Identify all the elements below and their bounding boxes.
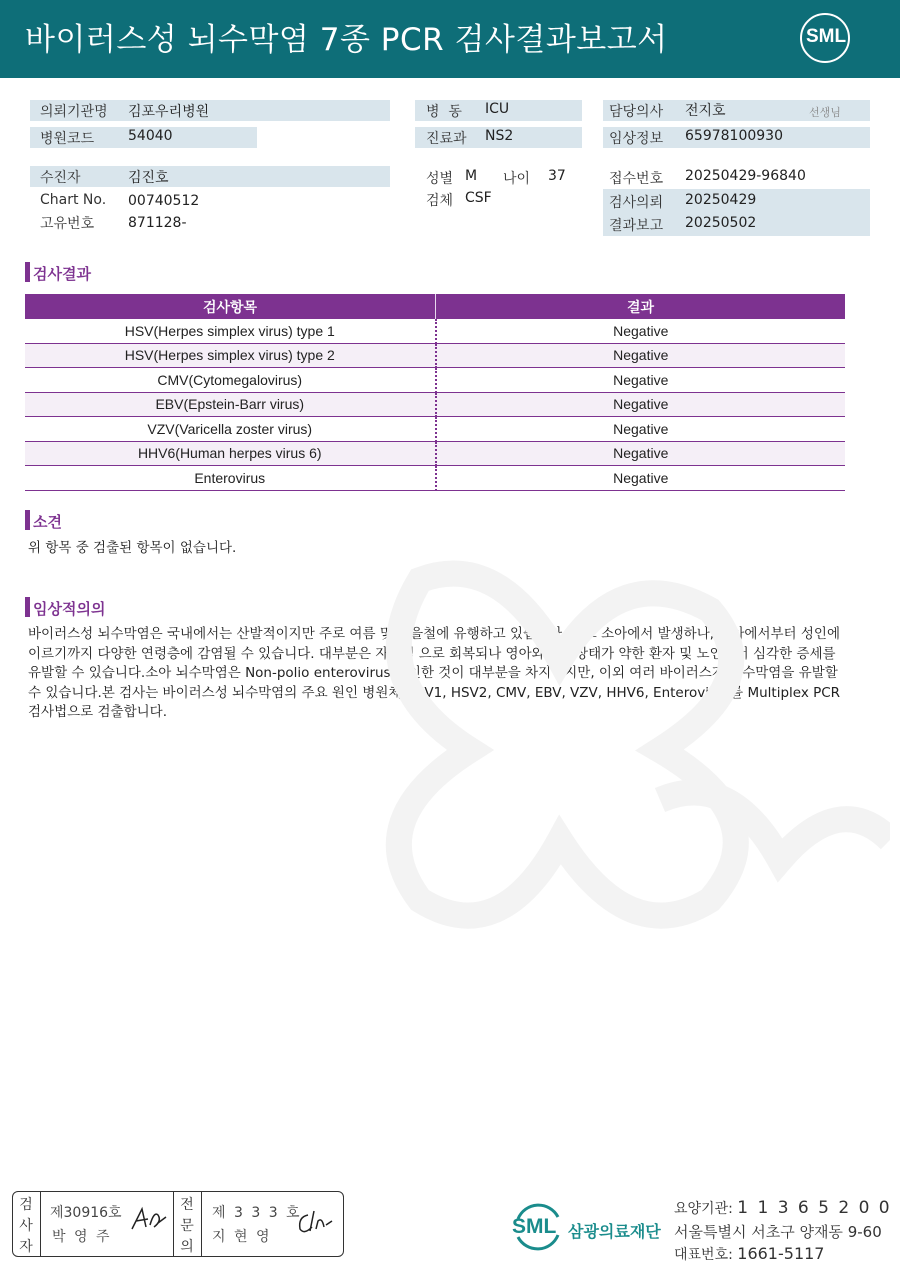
- test-item: Enterovirus: [25, 466, 436, 491]
- report-date-value: 20250502: [685, 215, 757, 231]
- results-section-bar: [25, 262, 30, 282]
- table-row: [25, 392, 845, 417]
- signature-divider: [40, 1192, 41, 1256]
- table-row: [25, 441, 845, 466]
- chart-label: Chart No.: [40, 192, 107, 208]
- table-row: [25, 466, 845, 491]
- clinical-value: 65978100930: [685, 128, 783, 144]
- request-label: 검사의뢰: [609, 195, 664, 211]
- significance-line: 검사법으로 검출합니다.: [28, 704, 167, 720]
- significance-section-bar: [25, 597, 30, 617]
- doctor-suffix: 선생님: [809, 106, 841, 119]
- specimen-value: CSF: [465, 190, 492, 206]
- org-name: 삼광의료재단: [568, 1222, 661, 1241]
- test-result: Negative: [436, 441, 846, 466]
- significance-line: 유발할 수 있습니다.소아 뇌수막염은 Non-polio enterovirus로 인한 것이 대부분을 차지하지만, 이외 여러 바이러스가 뇌수막염을 유발할: [28, 665, 838, 681]
- inspector-license: 제30916호: [50, 1205, 122, 1221]
- receipt-label: 접수번호: [609, 171, 664, 187]
- id-value: 871128-: [128, 215, 187, 231]
- id-label: 고유번호: [40, 216, 95, 232]
- sex-label: 성별: [426, 171, 454, 187]
- watermark-cross-icon: [330, 520, 890, 1080]
- code-label: 병원코드: [40, 131, 95, 147]
- institution-value: 김포우리병원: [128, 104, 210, 120]
- test-result: Negative: [436, 343, 846, 368]
- dept-label: 진료과: [426, 131, 467, 147]
- test-item: HHV6(Human herpes virus 6): [25, 441, 436, 466]
- test-result: Negative: [436, 466, 846, 491]
- sml-org-logo-text: SML: [512, 1215, 557, 1238]
- specialist-license: 제 3 3 3 호: [212, 1205, 302, 1221]
- receipt-value: 20250429-96840: [685, 168, 806, 184]
- findings-section-bar: [25, 510, 30, 530]
- results-table: [25, 294, 845, 491]
- age-value: 37: [548, 168, 566, 184]
- sex-value: M: [465, 168, 478, 184]
- clinical-label: 임상정보: [609, 131, 664, 147]
- findings-section-title: 소견: [33, 513, 62, 531]
- report-title: 바이러스성 뇌수막염 7종 PCR 검사결과보고서: [25, 22, 668, 58]
- table-row: [25, 343, 845, 368]
- org-phone: 대표번호: 1661-5117: [674, 1244, 825, 1263]
- patient-value: 김진호: [128, 170, 169, 186]
- test-result: Negative: [436, 417, 846, 442]
- ward-value: ICU: [485, 101, 510, 117]
- specialist-label: 전 문 의: [180, 1197, 194, 1255]
- patient-row-bg: [30, 166, 390, 187]
- test-result: Negative: [436, 368, 846, 393]
- table-row: [25, 368, 845, 393]
- test-item: EBV(Epstein-Barr virus): [25, 392, 436, 417]
- specialist-signature-icon: [294, 1207, 334, 1237]
- specialist-name: 지 현 영: [212, 1229, 272, 1245]
- findings-text: 위 항목 중 검출된 항목이 없습니다.: [28, 540, 237, 556]
- test-result: Negative: [436, 392, 846, 417]
- significance-line: 바이러스성 뇌수막염은 국내에서는 산발적이지만 주로 여름 및 가을철에 유행하고 있습니다. 주로 소아에서 발생하나, 소아에서부터 성인에: [28, 626, 840, 642]
- column-header-item: 검사항목: [25, 294, 436, 319]
- institution-label: 의뢰기관명: [40, 104, 108, 120]
- signature-divider: [173, 1192, 174, 1256]
- code-value: 54040: [128, 128, 173, 144]
- significance-line: 수 있습니다.본 검사는 바이러스성 뇌수막염의 주요 원인 병원체 HSV1, HSV2, CMV, EBV, VZV, HHV6, Enterovirus를 Multiplex PCR: [28, 684, 841, 701]
- doctor-value: 전지호: [685, 103, 726, 119]
- results-header-row: [25, 294, 845, 319]
- test-result: Negative: [436, 319, 846, 343]
- specimen-label: 검체: [426, 193, 454, 209]
- test-item: VZV(Varicella zoster virus): [25, 417, 436, 442]
- significance-line: 이르기까지 다양한 연령층에 감염될 수 있습니다. 대부분은 자율적 으로 회복되나 영아와 면역상태가 약한 환자 및 노인에서 심각한 증세를: [28, 645, 836, 662]
- ward-label: 병 동: [426, 104, 462, 120]
- test-item: CMV(Cytomegalovirus): [25, 368, 436, 393]
- request-value: 20250429: [685, 192, 757, 208]
- report-date-label: 결과보고: [609, 218, 664, 234]
- test-item: HSV(Herpes simplex virus) type 1: [25, 319, 436, 343]
- inspector-signature-icon: [128, 1205, 168, 1235]
- doctor-label: 담당의사: [609, 104, 664, 120]
- dept-value: NS2: [485, 128, 514, 144]
- significance-section-title: 임상적의의: [33, 600, 106, 618]
- table-row: [25, 319, 845, 343]
- column-header-result: 결과: [436, 294, 846, 319]
- results-section-title: 검사결과: [33, 265, 91, 283]
- org-address: 서울특별시 서초구 양재동 9-60: [674, 1223, 882, 1241]
- table-row: [25, 417, 845, 442]
- inspector-name: 박 영 주: [52, 1229, 112, 1245]
- sml-logo-text: SML: [805, 26, 847, 47]
- care-institution: 요양기관: 1 1 3 6 5 2 0 0: [674, 1198, 892, 1218]
- age-label: 나이: [503, 171, 531, 187]
- test-item: HSV(Herpes simplex virus) type 2: [25, 343, 436, 368]
- patient-label: 수진자: [40, 170, 81, 186]
- chart-value: 00740512: [128, 193, 200, 209]
- inspector-label: 검 사 자: [19, 1197, 33, 1255]
- signature-divider: [201, 1192, 202, 1256]
